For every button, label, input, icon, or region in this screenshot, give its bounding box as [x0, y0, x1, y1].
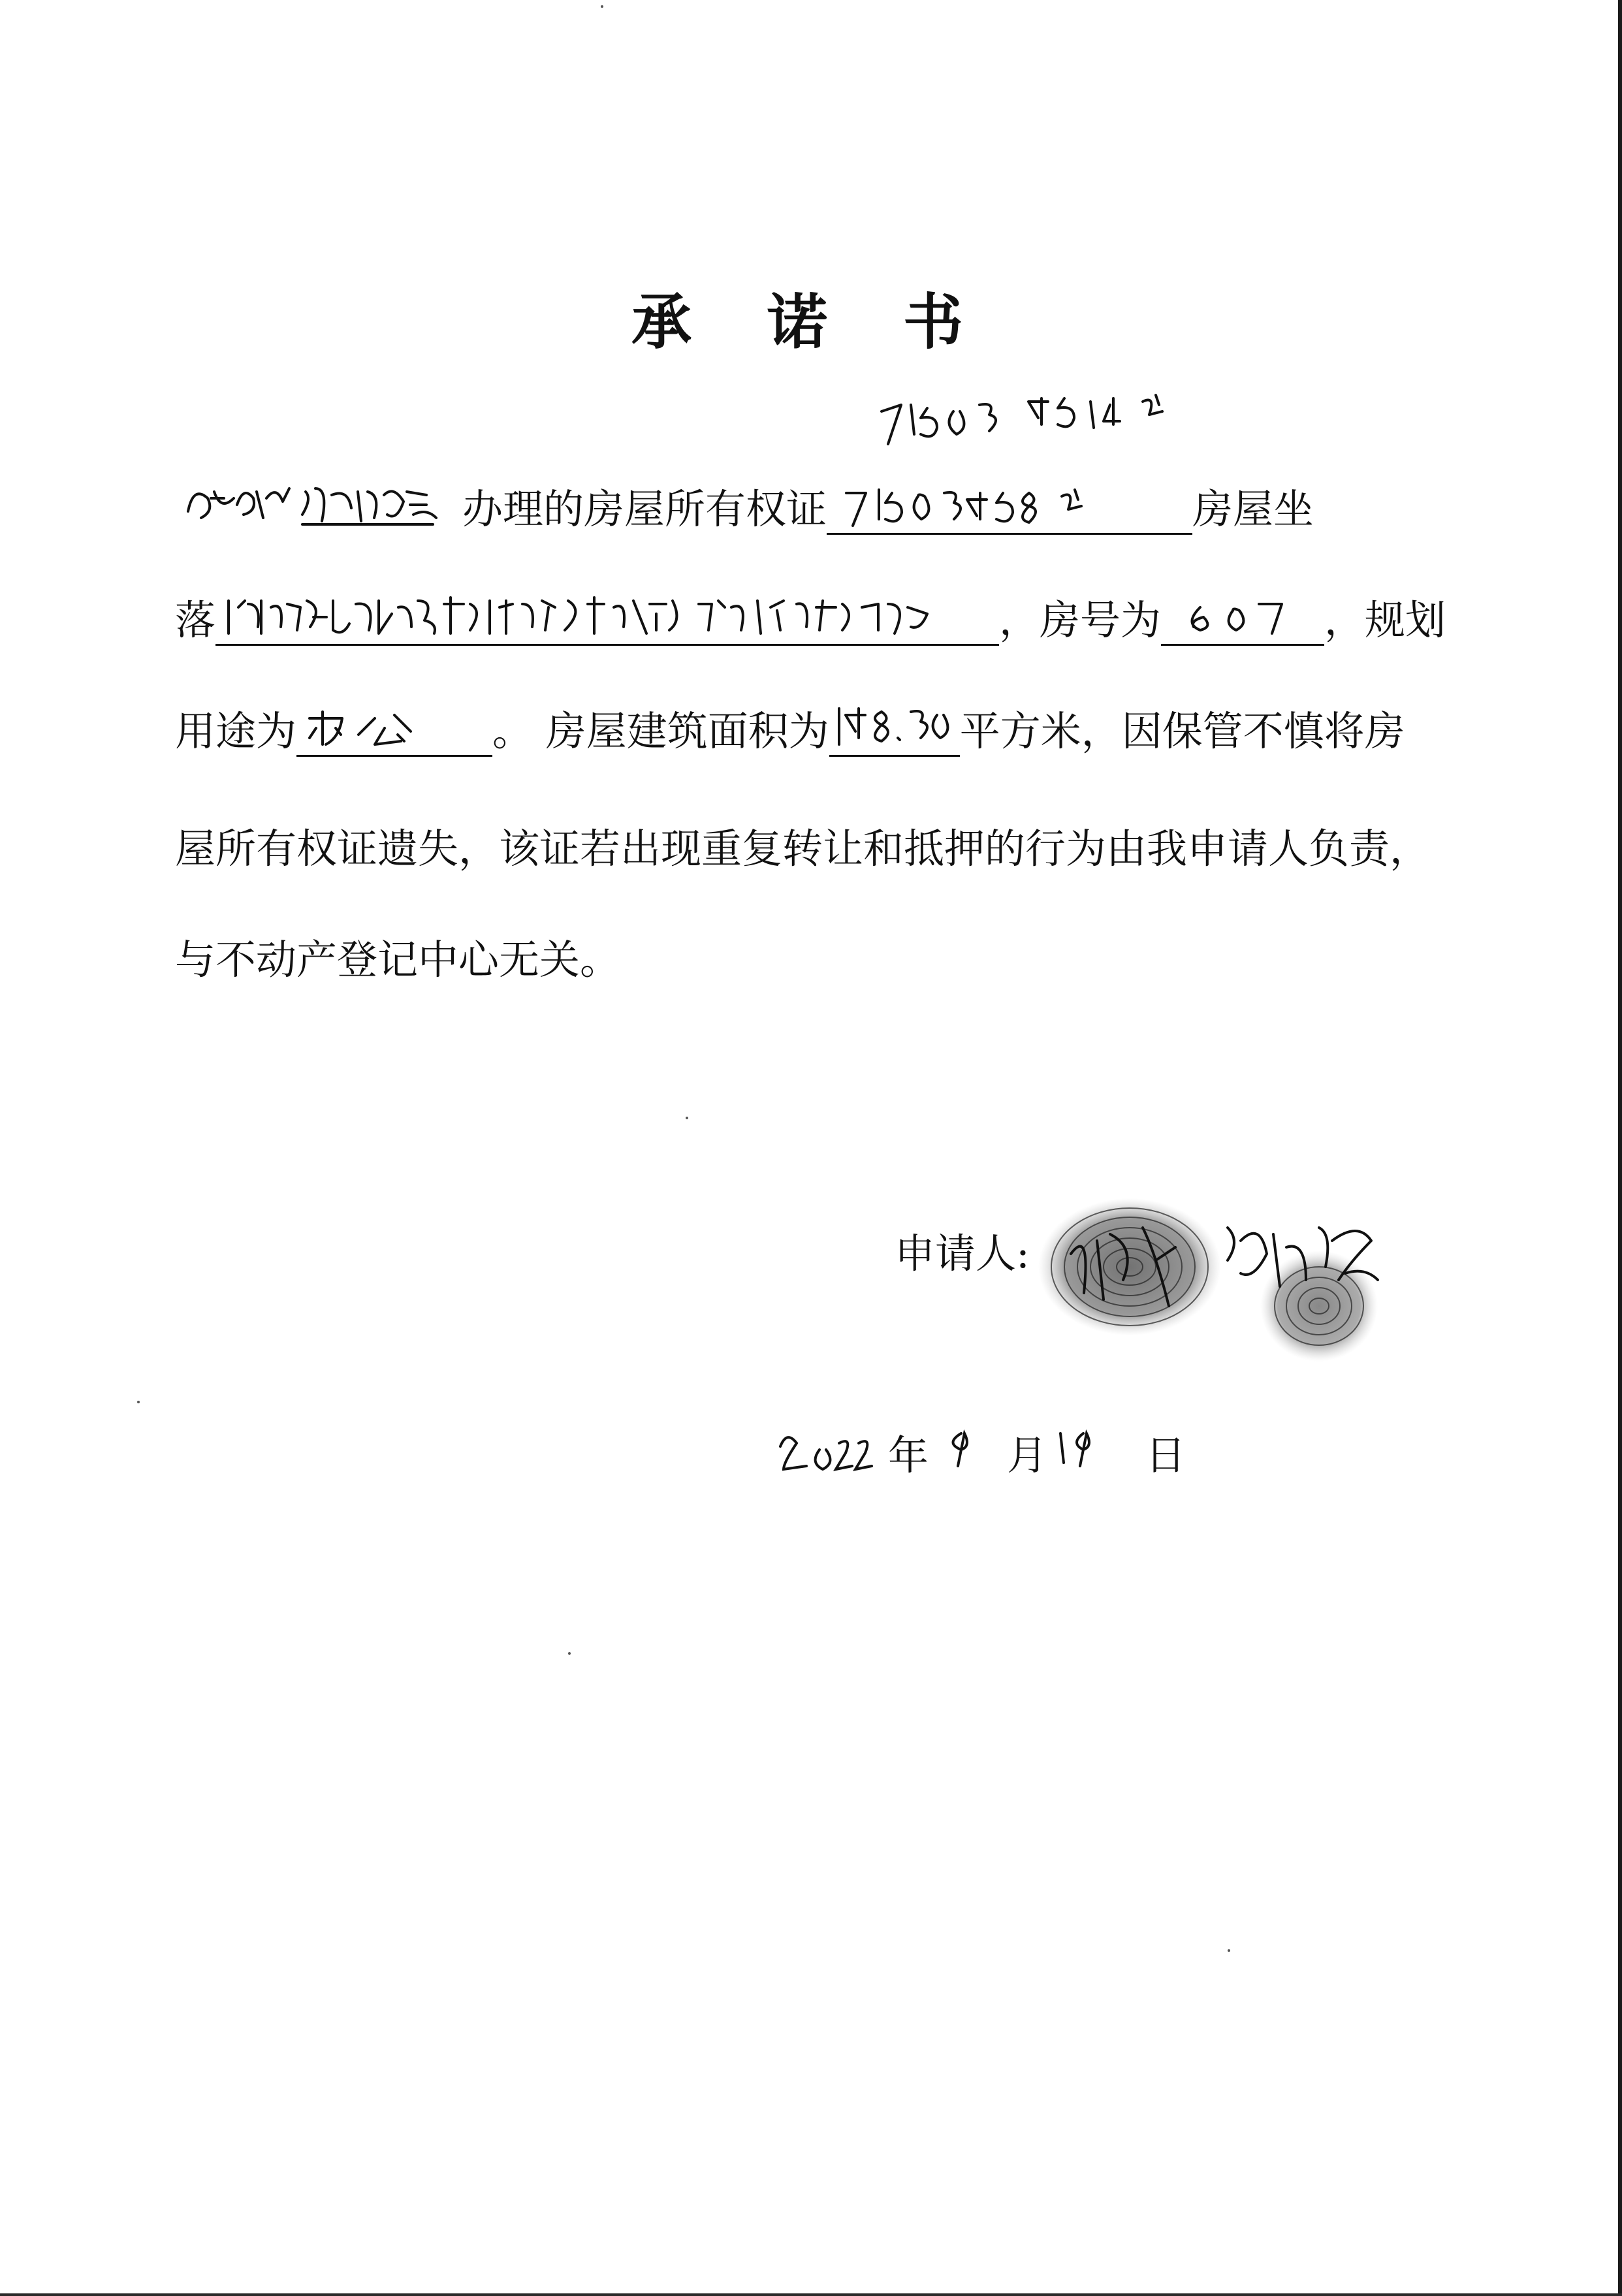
applicant-signature-ink — [1058, 1202, 1423, 1332]
date-month-label: 月 — [1007, 1431, 1048, 1479]
line3-end: 平方米，因保管不慎将房 — [959, 707, 1405, 755]
handwritten-use-ink — [296, 699, 492, 751]
handwritten-name-field — [175, 484, 462, 535]
handwritten-area-ink — [829, 699, 960, 751]
line2-mid: ，房号为 — [999, 596, 1162, 644]
handwritten-location-ink — [215, 588, 999, 640]
line1-text: 办理的房屋所有权证 — [462, 485, 827, 533]
date-day — [1047, 1417, 1145, 1469]
paragraph-line-4: 屋所有权证遗失，该证若出现重复转让和抵押的行为由我申请人负责， — [175, 825, 1431, 872]
handwritten-use-field — [296, 704, 492, 757]
scan-speck — [601, 5, 603, 8]
handwritten-area-field — [829, 704, 960, 757]
paragraph-line-3 — [175, 699, 1405, 757]
paragraph-line-1 — [175, 477, 1314, 535]
date-line — [771, 1417, 1186, 1481]
line2-end: ，规划 — [1324, 596, 1446, 644]
applicant-label: 申请人: — [895, 1230, 1030, 1277]
scan-speck — [137, 1401, 140, 1403]
handwritten-cert-ink — [827, 477, 1192, 529]
date-month — [929, 1417, 1007, 1469]
scan-speck — [1228, 1949, 1230, 1952]
line1-end: 房屋坐 — [1192, 485, 1314, 533]
page-edge-bottom — [0, 2293, 1622, 2296]
document-title: 承 诺 书 — [631, 287, 991, 357]
paragraph-line-2 — [175, 588, 1446, 646]
handwritten-room-field — [1161, 593, 1324, 646]
line3-mid: 。 房屋建筑面积为 — [492, 707, 829, 755]
scan-speck — [568, 1652, 571, 1655]
handwritten-cert-correction — [875, 385, 1241, 457]
handwritten-location-field — [215, 593, 999, 646]
date-year-label: 年 — [888, 1431, 929, 1479]
cert-correction-text — [0, 0, 1, 1]
line2-start: 落 — [175, 596, 216, 644]
applicant-block — [895, 1221, 1030, 1279]
date-day-label: 日 — [1145, 1431, 1186, 1479]
line3-start: 用途为 — [175, 707, 297, 755]
paragraph-line-5: 与不动产登记中心无关。 — [175, 936, 621, 983]
handwritten-cert-field — [827, 482, 1192, 535]
scan-speck — [686, 1117, 688, 1119]
handwritten-name-ink — [175, 479, 462, 531]
applicant-signature-text — [0, 0, 1, 1]
date-year — [771, 1417, 888, 1469]
handwritten-room-ink — [1161, 588, 1324, 640]
